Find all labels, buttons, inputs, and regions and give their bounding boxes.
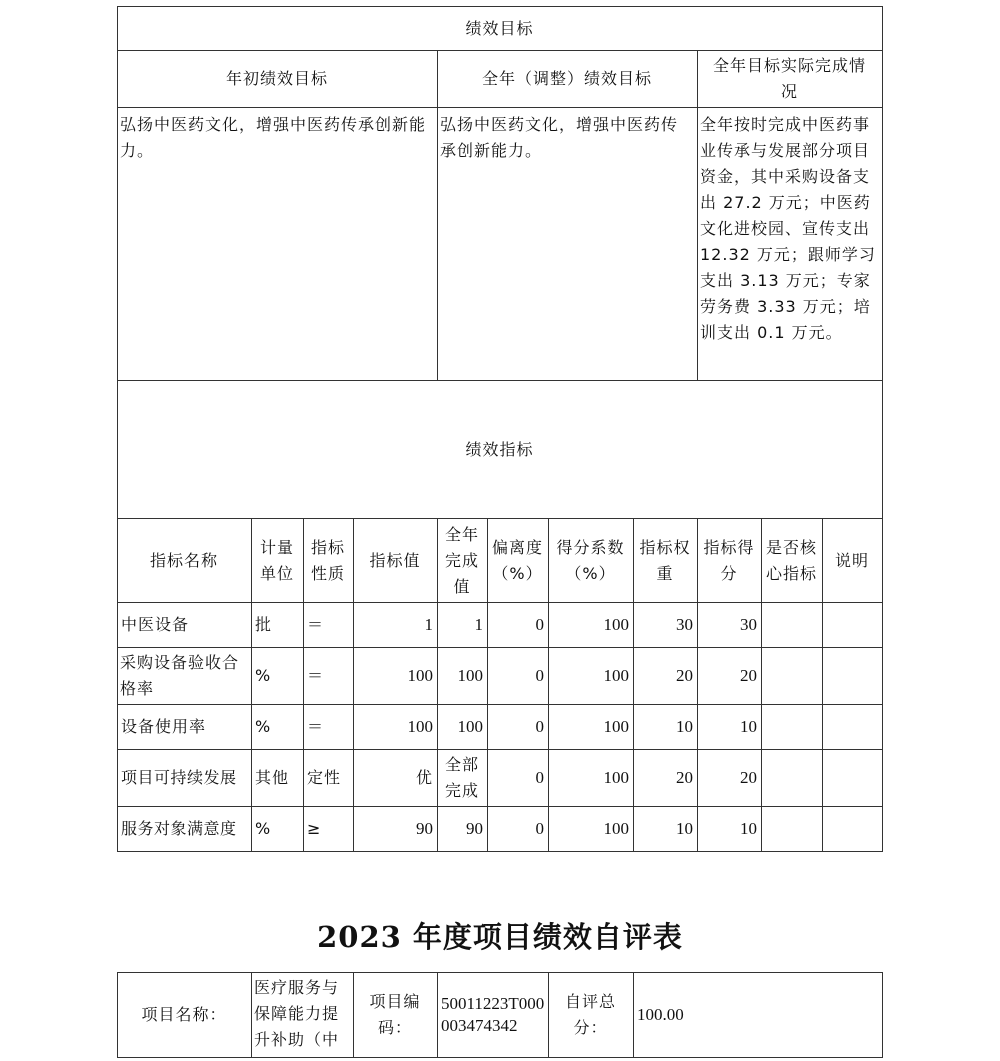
row5-nature: ≥ (307, 819, 322, 838)
row4-actual: 全部完成 (444, 755, 479, 800)
row2-target: 100 (407, 666, 433, 685)
indicators-section-title: 绩效指标 (465, 439, 534, 459)
row1-nature: ＝ (307, 615, 325, 634)
row5-name: 服务对象满意度 (121, 819, 237, 838)
project-code-label: 项目编码： (369, 992, 421, 1037)
actual-completion-text: 全年按时完成中医药事业传承与发展部分项目资金，其中采购设备支出 27.2 万元；中医药文化进校园、宣传支出 12.32 万元；跟师学习支出 3.13 万元；专家劳务费 3.33 万元；培训支出 0.1 万元。 (700, 115, 876, 342)
col-header-unit: 计量单位 (259, 537, 294, 583)
row4-weight: 20 (676, 768, 693, 787)
project-name-value: 医疗服务与保障能力提升补助（中 (254, 978, 340, 1049)
row5-deviation: 0 (535, 819, 544, 838)
row1-actual: 1 (474, 615, 483, 634)
adjusted-goal-text: 弘扬中医药文化，增强中医药传承创新能力。 (440, 115, 679, 160)
initial-goal-text: 弘扬中医药文化，增强中医药传承创新能力。 (120, 115, 427, 160)
row2-actual: 100 (457, 666, 483, 685)
row4-target: 优 (415, 768, 433, 787)
row3-actual: 100 (457, 717, 483, 736)
col-header-core: 是否核心指标 (765, 537, 817, 583)
row3-name: 设备使用率 (121, 717, 207, 736)
row1-target: 1 (424, 615, 433, 634)
col-header-weight: 指标权重 (639, 537, 691, 583)
header-initial-goal: 年初绩效目标 (225, 69, 328, 88)
row4-unit: 其他 (255, 768, 290, 787)
row3-nature: ＝ (307, 717, 325, 736)
row1-deviation: 0 (535, 615, 544, 634)
col-header-coefficient: 得分系数（%） (556, 537, 625, 583)
row5-unit: % (255, 819, 272, 838)
row2-coefficient: 100 (603, 666, 629, 685)
row2-deviation: 0 (535, 666, 544, 685)
col-header-target: 指标值 (369, 550, 421, 570)
row4-nature: 定性 (307, 768, 342, 787)
project-code-value: 50011223T000003474342 (441, 994, 545, 1035)
col-header-score: 指标得分 (703, 537, 755, 583)
row3-deviation: 0 (535, 717, 544, 736)
row2-nature: ＝ (307, 666, 325, 685)
row2-weight: 20 (676, 666, 693, 685)
header-adjusted-goal: 全年（调整）绩效目标 (481, 69, 652, 88)
row1-score: 30 (740, 615, 757, 634)
row5-score: 10 (740, 819, 757, 838)
row1-coefficient: 100 (603, 615, 629, 634)
row5-target: 90 (416, 819, 433, 838)
row4-score: 20 (740, 768, 757, 787)
row4-coefficient: 100 (603, 768, 629, 787)
row4-name: 项目可持续发展 (121, 768, 237, 787)
col-header-note: 说明 (834, 550, 869, 570)
row3-score: 10 (740, 717, 757, 736)
goals-section-title: 绩效目标 (465, 18, 534, 38)
header-actual-completion: 全年目标实际完成情况 (712, 56, 866, 101)
row5-weight: 10 (676, 819, 693, 838)
self-score-label: 自评总分： (564, 992, 616, 1037)
row5-actual: 90 (466, 819, 483, 838)
row1-weight: 30 (676, 615, 693, 634)
self-score-value: 100.00 (637, 1005, 684, 1024)
row3-coefficient: 100 (603, 717, 629, 736)
row5-coefficient: 100 (603, 819, 629, 838)
row3-unit: % (255, 717, 272, 736)
col-header-actual: 全年完成值 (445, 524, 480, 596)
row2-score: 20 (740, 666, 757, 685)
col-header-nature: 指标性质 (310, 537, 345, 583)
row1-name: 中医设备 (121, 615, 190, 634)
col-header-deviation: 偏离度（%） (491, 537, 543, 583)
row3-weight: 10 (676, 717, 693, 736)
row1-unit: 批 (255, 615, 273, 634)
row3-target: 100 (407, 717, 433, 736)
report-title: 2023 年度项目绩效自评表 (317, 919, 683, 954)
col-header-name: 指标名称 (149, 550, 218, 570)
row2-name: 采购设备验收合格率 (120, 653, 240, 698)
row4-deviation: 0 (535, 768, 544, 787)
project-name-label: 项目名称： (141, 1005, 227, 1024)
row2-unit: % (255, 666, 272, 685)
